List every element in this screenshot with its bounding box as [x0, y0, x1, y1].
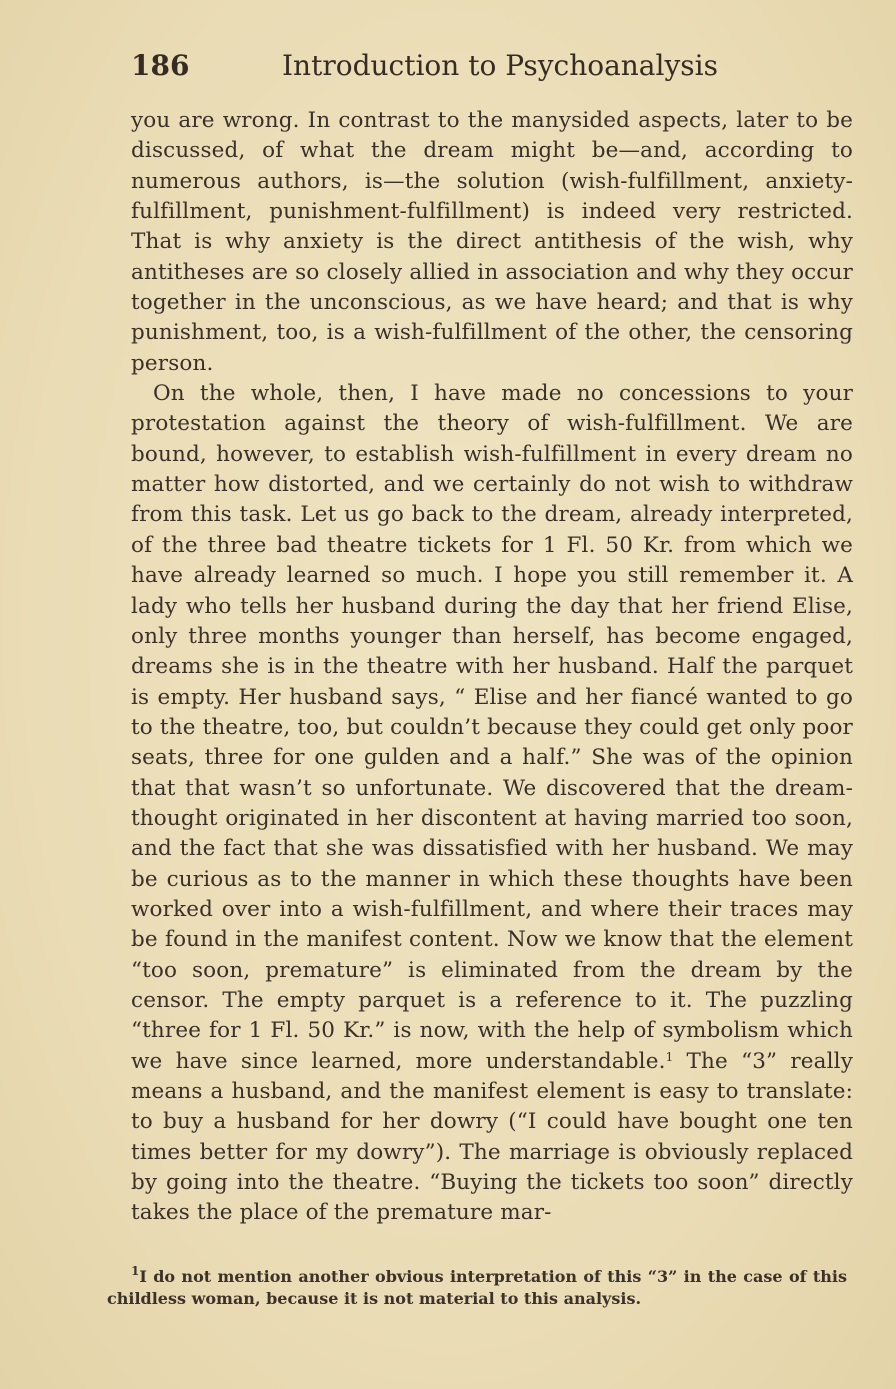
body-text	[131, 106, 853, 1229]
paragraph-2	[131, 379, 853, 1229]
footnote-reference: 1	[665, 1049, 674, 1064]
page-number: 186	[131, 49, 190, 82]
footnote	[107, 1266, 847, 1310]
footnote-marker: 1	[131, 1264, 140, 1278]
footnote-text: I do not mention another obvious interpretation of this “3” in the case of this childless woman, because it is not material to this analysis.	[107, 1267, 847, 1308]
paragraph-1: you are wrong. In contrast to the manysided aspects, later to be discussed, of what the dream might be—and, according to numerous authors, is—the solution (wish-fulfillment, anxiety-fulfillment, punishment-fulfillment) is indeed very restricted. That is why anxiety is the direct antithesis of the wish, why antitheses are so closely allied in association and why they occur together in the unconscious, as we have heard; and that is why punishment, too, is a wish-fulfillment of the other, the censoring person.	[131, 108, 853, 376]
running-title: Introduction to Psychoanalysis	[282, 49, 718, 82]
paragraph-2-continuation: The “3” really means a husband, and the manifest element is easy to translate: to buy a husband for her dowry (“I could have bought one ten times better for my dowry”). The marriage is obviously replaced by going into the theatre. “Buying the tickets too soon” directly takes the place of the premature mar-	[131, 1048, 853, 1226]
paragraph-2-text: On the whole, then, I have made no concessions to your protestation against the theory of wish-fulfillment. We are bound, however, to establish wish-fulfillment in every dream no matter how distorted, and we certainly do not wish to withdraw from this task. Let us go back to the dream, already interpreted, of the three bad theatre tickets for 1 Fl. 50 Kr. from which we have already learned so much. I hope you still remember it. A lady who tells her husband during the day that her friend Elise, only three months younger than herself, has become engaged, dreams she is in the theatre with her husband. Half the parquet is empty. Her husband says, “ Elise and her fiancé wanted to go to the theatre, too, but couldn’t because they could get only poor seats, three for one gulden and a half.” She was of the opinion that that wasn’t so unfortunate. We discovered that the dream-thought originated in her discontent at having married too soon, and the fact that she was dissatisfied with her husband. We may be curious as to the manner in which these thoughts have been worked over into a wish-fulfillment, and where their traces may be found in the manifest content. Now we know that the element “too soon, premature” is eliminated from the dream by the censor. The empty parquet is a reference to it. The puzzling “three for 1 Fl. 50 Kr.” is now, with the help of symbolism which we have since learned, more understandable.	[131, 381, 853, 1074]
page-header	[131, 46, 871, 86]
